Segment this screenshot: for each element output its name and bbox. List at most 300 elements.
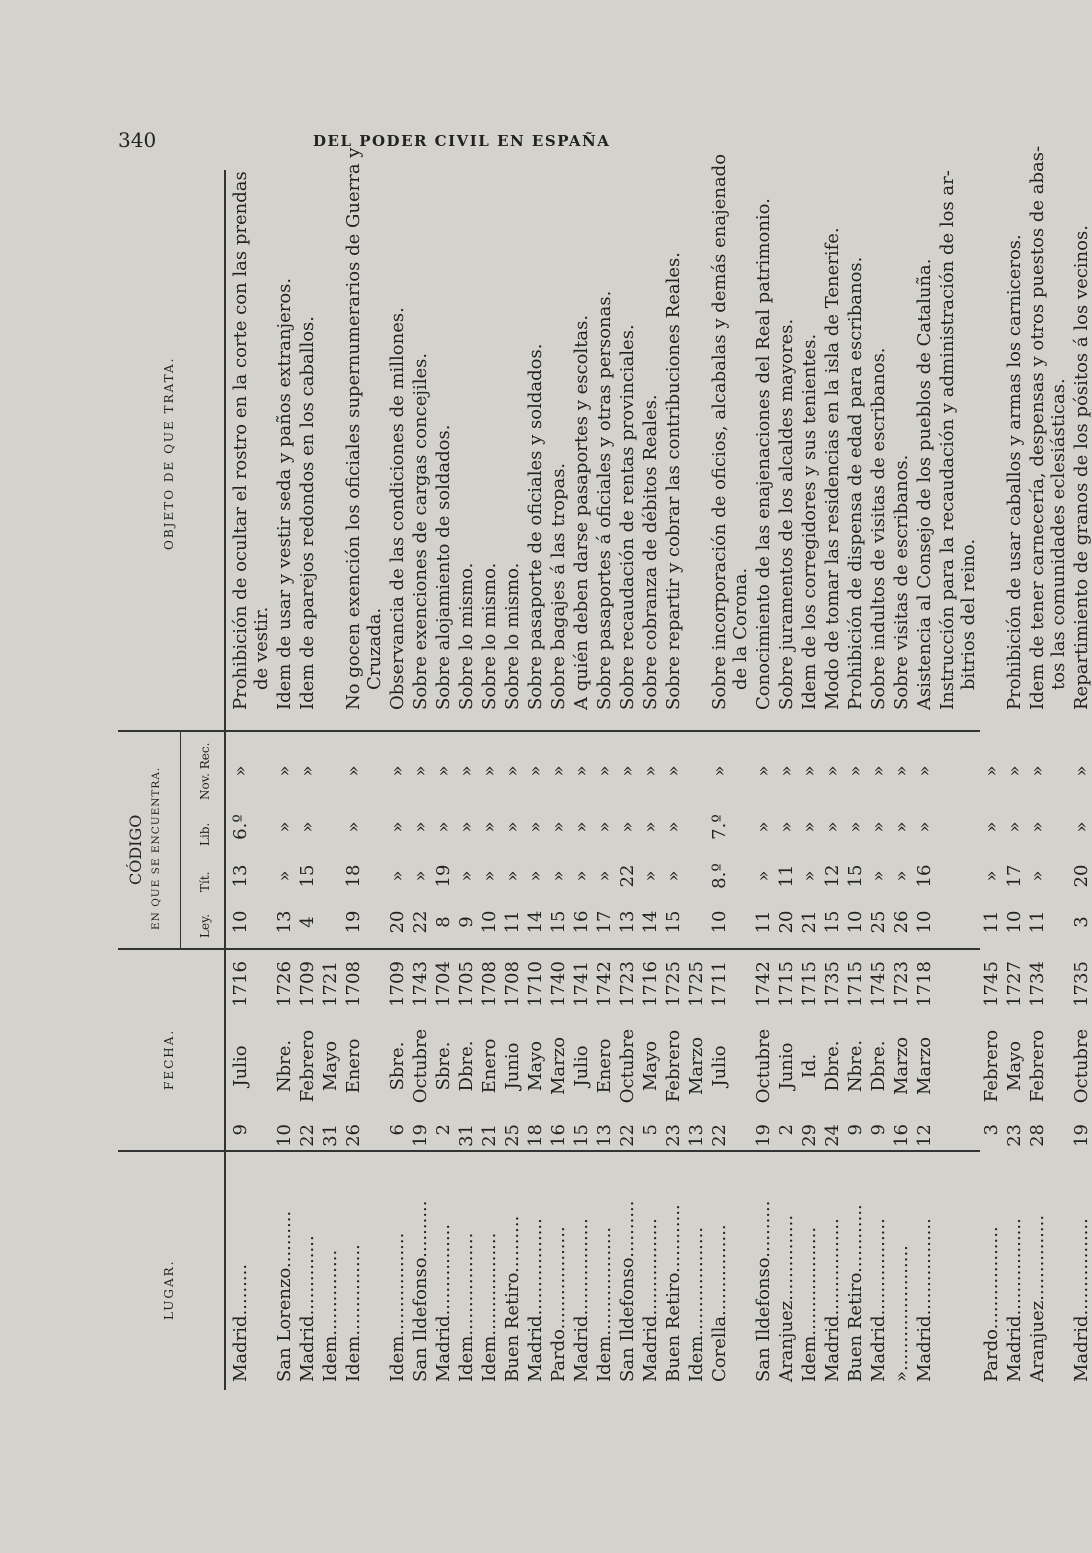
cell-lugar: Madrid................. — [1004, 1218, 1025, 1382]
cell-tit: 15 — [297, 864, 318, 888]
cell-rec: » — [640, 765, 661, 777]
cell-lugar: Madrid................. — [1071, 1218, 1092, 1382]
cell-tit: » — [274, 870, 295, 882]
cell-ley: 21 — [799, 910, 820, 934]
cell-ley: 15 — [822, 910, 843, 934]
running-head: DEL PODER CIVIL EN ESPAÑA — [313, 132, 611, 150]
cell-rec: » — [891, 765, 912, 777]
cell-day: 10 — [274, 1124, 295, 1147]
cell-tit: » — [640, 870, 661, 882]
cell-year: 1718 — [914, 961, 935, 1007]
cell-obj: Prohibición de usar caballos y armas los carniceros. — [1004, 234, 1025, 710]
cell-month: Nbre. — [845, 1039, 866, 1093]
cell-day: 19 — [753, 1124, 774, 1147]
rule-lugar — [118, 1151, 980, 1153]
cell-lib: » — [776, 821, 797, 833]
cell-year: 1743 — [410, 961, 431, 1007]
cell-month: Febrero — [663, 1029, 684, 1103]
cell-lib: » — [343, 821, 364, 833]
cell-obj: Sobre exenciones de cargas concejiles. — [410, 352, 431, 710]
cell-obj: A quién deben darse pasaportes y escoltas. — [571, 314, 592, 710]
cell-month: Octubre — [1071, 1028, 1092, 1104]
cell-lib: » — [387, 821, 408, 833]
page-number: 340 — [118, 128, 157, 152]
cell-lib: » — [891, 821, 912, 833]
cell-lib: » — [594, 821, 615, 833]
cell-rec: » — [548, 765, 569, 777]
cell-lugar: Pardo.................. — [548, 1226, 569, 1382]
cell-obj: Sobre bagajes á las tropas. — [548, 462, 569, 710]
col-codigo: CÓDIGO — [126, 814, 145, 885]
cell-month: Febrero — [981, 1029, 1002, 1103]
cell-ley: 13 — [617, 910, 638, 934]
cell-lugar: Idem................... — [686, 1226, 707, 1382]
cell-month: Enero — [343, 1038, 364, 1094]
cell-lib: » — [433, 821, 454, 833]
cell-day: 25 — [502, 1124, 523, 1147]
cell-ley: 11 — [1027, 910, 1048, 934]
cell-lib: » — [753, 821, 774, 833]
cell-month: Sbre. — [387, 1041, 408, 1091]
cell-rec: » — [594, 765, 615, 777]
cell-tit: 13 — [230, 864, 251, 888]
cell-year: 1715 — [799, 961, 820, 1007]
cell-tit: » — [981, 870, 1002, 882]
cell-obj: Sobre juramentos de los alcaldes mayores. — [776, 318, 797, 710]
cell-ley: 4 — [297, 916, 318, 928]
cell-obj: Conocimiento de las enajenaciones del Real patrimonio. — [753, 198, 774, 710]
cell-ley: 10 — [479, 910, 500, 934]
cell-year: 1735 — [822, 961, 843, 1007]
cell-year: 1745 — [981, 961, 1002, 1007]
cell-lib: » — [868, 821, 889, 833]
cell-tit: » — [548, 870, 569, 882]
cell-lugar: San Ildefonso.......... — [410, 1200, 431, 1382]
cell-month: Junio — [776, 1042, 797, 1090]
page-header — [118, 128, 958, 158]
cell-lib: » — [617, 821, 638, 833]
cell-obj: Modo de tomar las residencias en la isla de Tenerife. — [822, 227, 843, 710]
cell-month: Junio — [502, 1042, 523, 1090]
cell-year: 1711 — [709, 961, 730, 1007]
cell-rec: » — [776, 765, 797, 777]
cell-tit: 15 — [845, 864, 866, 888]
cell-tit: 17 — [1004, 864, 1025, 888]
cell-lib: » — [571, 821, 592, 833]
cell-tit: 20 — [1071, 864, 1092, 888]
cell-month: Febrero — [297, 1029, 318, 1103]
cell-lugar: Madrid................. — [640, 1218, 661, 1382]
cell-tit: » — [868, 870, 889, 882]
cell-lugar: Madrid................ — [433, 1223, 454, 1382]
cell-obj: Sobre pasaporte de oficiales y soldados. — [525, 343, 546, 710]
cell-tit: » — [479, 870, 500, 882]
cell-day: 22 — [617, 1124, 638, 1147]
cell-month: Julio — [709, 1045, 730, 1087]
codigo-rule — [180, 732, 181, 950]
cell-year: 1708 — [479, 961, 500, 1007]
cell-lugar: Madrid................. — [571, 1218, 592, 1382]
cell-lugar: Madrid................. — [914, 1218, 935, 1382]
cell-obj-cont: Cruzada. — [364, 607, 385, 690]
cell-day: 2 — [433, 1124, 454, 1136]
cell-day: 19 — [410, 1124, 431, 1147]
cell-ley: 22 — [410, 910, 431, 934]
cell-tit: 8.º — [709, 863, 730, 889]
rule-codigo — [118, 731, 980, 733]
cell-day: 12 — [914, 1124, 935, 1147]
cell-ley: 17 — [594, 910, 615, 934]
cell-lib: » — [799, 821, 820, 833]
cell-lib: » — [410, 821, 431, 833]
cell-obj: Observancia de las condiciones de millones. — [387, 307, 408, 710]
cell-ley: 19 — [343, 910, 364, 934]
cell-lib: 7.º — [709, 814, 730, 840]
cell-rec: » — [297, 765, 318, 777]
cell-day: 22 — [709, 1124, 730, 1147]
cell-tit: » — [410, 870, 431, 882]
cell-tit: 19 — [433, 864, 454, 888]
cell-ley: 10 — [1004, 910, 1025, 934]
cell-rec: » — [799, 765, 820, 777]
cell-year: 1725 — [663, 961, 684, 1007]
cell-ley: 26 — [891, 910, 912, 934]
cell-year: 1715 — [776, 961, 797, 1007]
cell-day: 23 — [663, 1124, 684, 1147]
cell-obj: Sobre cobranza de débitos Reales. — [640, 394, 661, 710]
cell-lugar: Madrid................. — [868, 1218, 889, 1382]
cell-ley: 15 — [548, 910, 569, 934]
cell-ley: 10 — [709, 910, 730, 934]
cell-ley: 11 — [753, 910, 774, 934]
cell-month: Mayo — [1004, 1040, 1025, 1092]
cell-rec: » — [525, 765, 546, 777]
cell-ley: 13 — [274, 910, 295, 934]
cell-year: 1723 — [617, 961, 638, 1007]
cell-lib: » — [479, 821, 500, 833]
cell-day: 19 — [1071, 1124, 1092, 1147]
cell-day: 28 — [1027, 1124, 1048, 1147]
cell-lugar: Buen Retiro............ — [845, 1204, 866, 1382]
cell-year: 1708 — [502, 961, 523, 1007]
cell-lib: » — [1027, 821, 1048, 833]
col-tit: Tít. — [198, 871, 212, 892]
cell-rec: » — [1027, 765, 1048, 777]
cell-tit: » — [456, 870, 477, 882]
cell-year: 1709 — [297, 961, 318, 1007]
cell-lugar: Madrid................. — [822, 1218, 843, 1382]
cell-lib: 6.º — [230, 814, 251, 840]
cell-day: 21 — [479, 1124, 500, 1147]
cell-lib: » — [914, 821, 935, 833]
cell-year: 1716 — [640, 961, 661, 1007]
cell-ley: 16 — [571, 910, 592, 934]
cell-month: Dbre. — [868, 1040, 889, 1092]
cell-obj: Sobre alojamiento de soldados. — [433, 424, 454, 710]
cell-year: 1726 — [274, 961, 295, 1007]
cell-lib: » — [845, 821, 866, 833]
rotated-table — [118, 145, 1092, 1390]
col-fecha: FECHA. — [162, 1028, 176, 1090]
cell-ley: 20 — [776, 910, 797, 934]
cell-tit: 11 — [776, 864, 797, 888]
cell-lugar: San Ildefonso.......... — [617, 1200, 638, 1382]
col-objeto: OBJETO DE QUE TRATA. — [162, 356, 176, 550]
cell-month: Julio — [571, 1045, 592, 1087]
table-header — [118, 170, 226, 1390]
cell-year: 1745 — [868, 961, 889, 1007]
cell-obj: Idem de los corregidores y sus tenientes. — [799, 333, 820, 710]
cell-lib: » — [525, 821, 546, 833]
cell-obj: Prohibición de ocultar el rostro en la corte con las prendas — [230, 171, 251, 710]
cell-rec: » — [479, 765, 500, 777]
cell-ley: 9 — [456, 916, 477, 928]
cell-obj-cont: tos las comunidades eclesiásticas. — [1048, 378, 1069, 690]
cell-lugar: Madrid.............. — [297, 1235, 318, 1382]
cell-ley: 20 — [387, 910, 408, 934]
cell-obj: Sobre lo mismo. — [502, 562, 523, 710]
cell-tit: » — [525, 870, 546, 882]
cell-day: 26 — [343, 1124, 364, 1147]
cell-rec: » — [343, 765, 364, 777]
col-lib: Lib. — [198, 822, 212, 846]
cell-lugar: Idem................... — [594, 1226, 615, 1382]
cell-rec: » — [1004, 765, 1025, 777]
cell-obj: No gocen exención los oficiales supernumerarios de Guerra y — [343, 147, 364, 710]
cell-day: 29 — [799, 1124, 820, 1147]
cell-lugar: Idem.................. — [456, 1232, 477, 1382]
col-rec: Nov. Rec. — [198, 742, 212, 800]
rule-fecha — [118, 949, 980, 951]
cell-day: 9 — [868, 1124, 889, 1136]
cell-rec: » — [230, 765, 251, 777]
cell-rec: » — [571, 765, 592, 777]
cell-day: 3 — [981, 1124, 1002, 1136]
cell-rec: » — [663, 765, 684, 777]
cell-year: 1727 — [1004, 961, 1025, 1007]
cell-month: Marzo — [914, 1036, 935, 1096]
cell-tit: 22 — [617, 864, 638, 888]
cell-lib: » — [502, 821, 523, 833]
col-lugar: LUGAR. — [162, 1259, 176, 1320]
cell-tit: 12 — [822, 864, 843, 888]
cell-obj: Sobre lo mismo. — [456, 562, 477, 710]
cell-obj: Repartimiento de granos de los pósitos á los vecinos. — [1071, 225, 1092, 710]
cell-month: Mayo — [525, 1040, 546, 1092]
cell-rec: » — [1071, 765, 1092, 777]
cell-year: 1715 — [845, 961, 866, 1007]
cell-lib: » — [640, 821, 661, 833]
cell-lugar: Madrid......... — [230, 1263, 251, 1382]
cell-tit: 16 — [914, 864, 935, 888]
cell-ley: 10 — [845, 910, 866, 934]
cell-lugar: Idem.................. — [479, 1232, 500, 1382]
cell-tit: » — [1027, 870, 1048, 882]
cell-rec: » — [914, 765, 935, 777]
cell-day: 24 — [822, 1124, 843, 1147]
cell-day: 16 — [548, 1124, 569, 1147]
cell-month: Mayo — [320, 1040, 341, 1092]
cell-lugar: Madrid................. — [525, 1218, 546, 1382]
cell-tit: » — [891, 870, 912, 882]
cell-rec: » — [456, 765, 477, 777]
cell-tit: » — [387, 870, 408, 882]
cell-rec: » — [709, 765, 730, 777]
cell-tit: » — [663, 870, 684, 882]
cell-day: 31 — [320, 1124, 341, 1147]
cell-rec: » — [387, 765, 408, 777]
cell-month: Marzo — [548, 1036, 569, 1096]
cell-lugar: Aranjuez............... — [776, 1214, 797, 1382]
cell-month: Dbre. — [456, 1040, 477, 1092]
cell-rec: » — [845, 765, 866, 777]
cell-lugar: Idem............... — [320, 1249, 341, 1382]
cell-lugar: Aranjuez............... — [1027, 1214, 1048, 1382]
cell-year: 1705 — [456, 961, 477, 1007]
cell-day: 5 — [640, 1124, 661, 1136]
cell-day: 13 — [686, 1124, 707, 1147]
cell-year: 1708 — [343, 961, 364, 1007]
cell-lib: » — [1071, 821, 1092, 833]
cell-month: Enero — [594, 1038, 615, 1094]
cell-month: Marzo — [686, 1036, 707, 1096]
cell-obj: Idem de usar y vestir seda y paños extranjeros. — [274, 277, 295, 710]
cell-rec: » — [753, 765, 774, 777]
cell-lib: » — [297, 821, 318, 833]
cell-lugar: Buen Retiro.......... — [502, 1215, 523, 1382]
cell-lugar: San Lorenzo.......... — [274, 1210, 295, 1382]
cell-ley: 10 — [230, 910, 251, 934]
cell-day: 9 — [230, 1124, 251, 1136]
cell-tit: » — [799, 870, 820, 882]
cell-lib: » — [274, 821, 295, 833]
cell-obj: Sobre recaudación de rentas provinciales. — [617, 324, 638, 710]
cell-month: Dbre. — [822, 1040, 843, 1092]
cell-lugar: Idem................... — [799, 1226, 820, 1382]
cell-obj: Prohibición de dispensa de edad para escribanos. — [845, 256, 866, 710]
cell-rec: » — [868, 765, 889, 777]
cell-lugar: Corella................ — [709, 1224, 730, 1382]
cell-year: 1704 — [433, 961, 454, 1007]
cell-ley: 3 — [1071, 916, 1092, 928]
cell-day: 9 — [845, 1124, 866, 1136]
cell-year: 1716 — [230, 961, 251, 1007]
cell-tit: » — [594, 870, 615, 882]
cell-obj: Idem de aparejos redondos en los caballos. — [297, 315, 318, 710]
cell-tit: » — [571, 870, 592, 882]
cell-lugar: San Ildefonso.......... — [753, 1200, 774, 1382]
cell-obj: Instrucción para la recaudación y administración de los ar- — [937, 170, 958, 710]
cell-year: 1734 — [1027, 961, 1048, 1007]
cell-ley: 25 — [868, 910, 889, 934]
cell-day: 16 — [891, 1124, 912, 1147]
cell-day: 2 — [776, 1124, 797, 1136]
cell-obj: Sobre visitas de escribanos. — [891, 454, 912, 710]
cell-lugar: Idem.................. — [387, 1232, 408, 1382]
cell-rec: » — [502, 765, 523, 777]
cell-lib: » — [981, 821, 1002, 833]
cell-year: 1710 — [525, 961, 546, 1007]
cell-day: 18 — [525, 1124, 546, 1147]
cell-day: 6 — [387, 1124, 408, 1136]
col-codigo-sub: EN QUE SE ENCUENTRA. — [150, 766, 162, 930]
cell-year: 1723 — [891, 961, 912, 1007]
cell-month: Octubre — [410, 1028, 431, 1104]
cell-obj: Sobre indultos de visitas de escribanos. — [868, 347, 889, 710]
cell-ley: 8 — [433, 916, 454, 928]
cell-year: 1742 — [594, 961, 615, 1007]
cell-rec: » — [981, 765, 1002, 777]
cell-lugar: Pardo.................. — [981, 1226, 1002, 1382]
cell-obj-cont: bitrios del reino. — [958, 538, 979, 690]
cell-ley: 15 — [663, 910, 684, 934]
cell-lib: » — [663, 821, 684, 833]
cell-ley: 10 — [914, 910, 935, 934]
cell-ley: 11 — [502, 910, 523, 934]
cell-year: 1740 — [548, 961, 569, 1007]
cell-lugar: Buen Retiro............ — [663, 1204, 684, 1382]
cell-ley: 11 — [981, 910, 1002, 934]
cell-rec: » — [433, 765, 454, 777]
cell-year: 1741 — [571, 961, 592, 1007]
cell-year: 1735 — [1071, 961, 1092, 1007]
cell-month: Marzo — [891, 1036, 912, 1096]
col-ley: Ley. — [198, 913, 212, 938]
cell-month: Julio — [230, 1045, 251, 1087]
cell-rec: » — [617, 765, 638, 777]
cell-ley: 14 — [640, 910, 661, 934]
cell-tit: » — [502, 870, 523, 882]
cell-obj: Asistencia al Consejo de los pueblos de Cataluña. — [914, 258, 935, 710]
cell-lib: » — [548, 821, 569, 833]
cell-year: 1709 — [387, 961, 408, 1007]
cell-month: Mayo — [640, 1040, 661, 1092]
cell-day: 22 — [297, 1124, 318, 1147]
cell-rec: » — [822, 765, 843, 777]
cell-obj: Idem de tener carnecería, despensas y otros puestos de abas- — [1027, 145, 1048, 710]
cell-obj-cont: de la Corona. — [730, 567, 751, 690]
cell-month: Id. — [799, 1053, 820, 1079]
cell-month: Enero — [479, 1038, 500, 1094]
cell-lugar: Idem................ — [343, 1244, 364, 1382]
cell-year: 1742 — [753, 961, 774, 1007]
cell-month: Octubre — [753, 1028, 774, 1104]
cell-lib: » — [1004, 821, 1025, 833]
cell-day: 31 — [456, 1124, 477, 1147]
cell-rec: » — [274, 765, 295, 777]
cell-obj: Sobre repartir y cobrar las contribuciones Reales. — [663, 252, 684, 710]
cell-lib: » — [822, 821, 843, 833]
cell-ley: 14 — [525, 910, 546, 934]
cell-rec: » — [410, 765, 431, 777]
cell-month: Sbre. — [433, 1041, 454, 1091]
cell-month: Octubre — [617, 1028, 638, 1104]
cell-obj: Sobre incorporación de oficios, alcabalas y demás enajenado — [709, 153, 730, 710]
cell-tit: 18 — [343, 864, 364, 888]
cell-obj-cont: de vestir. — [251, 606, 272, 690]
cell-obj: Sobre pasaportes á oficiales y otras personas. — [594, 290, 615, 710]
cell-day: 23 — [1004, 1124, 1025, 1147]
cell-day: 13 — [594, 1124, 615, 1147]
cell-month: Febrero — [1027, 1029, 1048, 1103]
cell-day: 15 — [571, 1124, 592, 1147]
cell-lib: » — [456, 821, 477, 833]
cell-year: 1721 — [320, 961, 341, 1007]
cell-month: Nbre. — [274, 1039, 295, 1093]
cell-year: 1725 — [686, 961, 707, 1007]
cell-obj: Sobre lo mismo. — [479, 562, 500, 710]
cell-lugar: »...................... — [891, 1245, 912, 1382]
